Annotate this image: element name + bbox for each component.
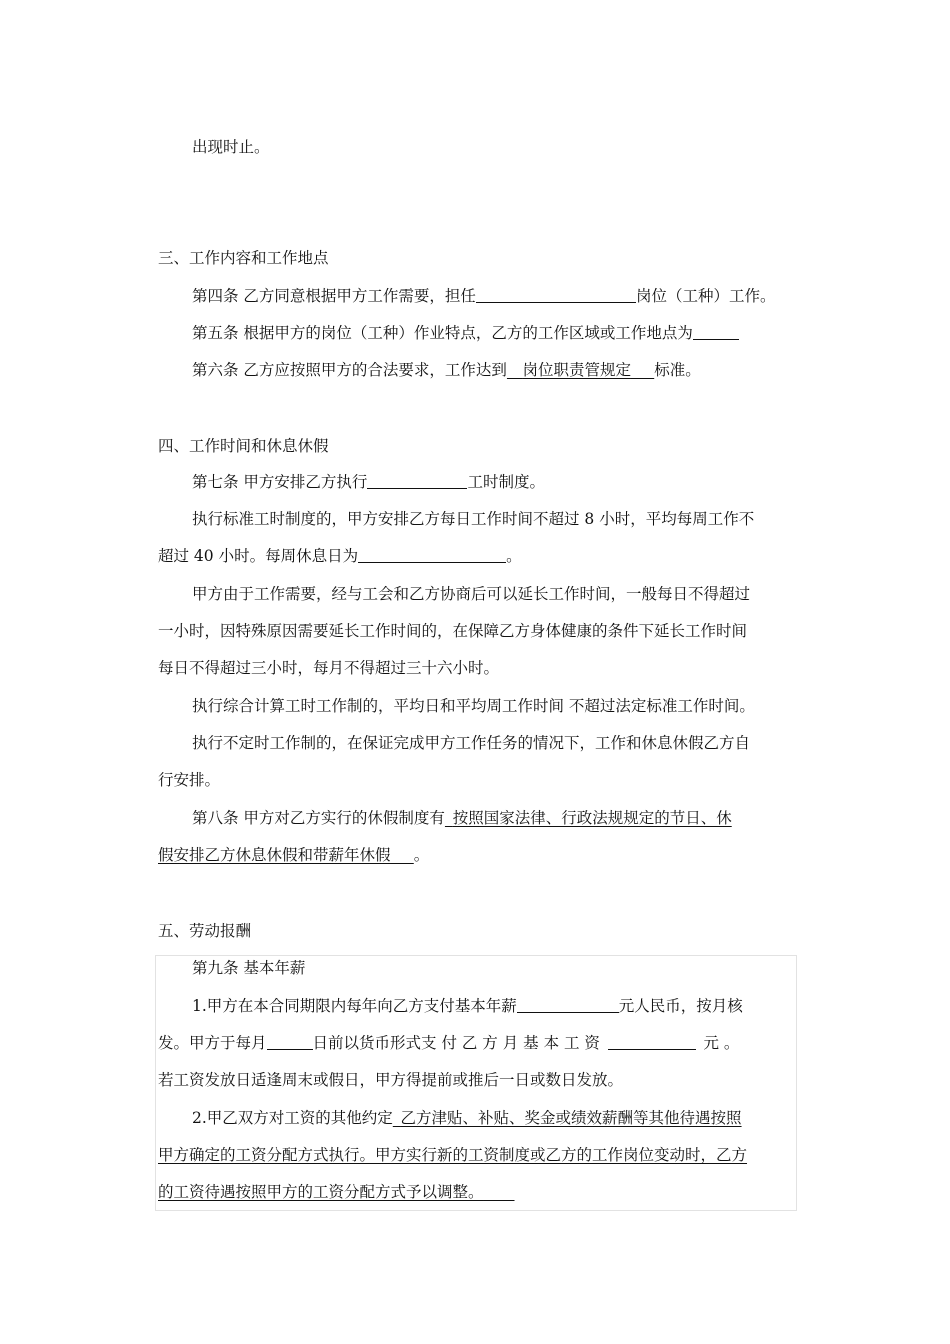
article-4 — [192, 285, 775, 307]
item-1-line: 若工资发放日适逢周末或假日，甲方得提前或推后一日或数日发放。 — [158, 1071, 624, 1089]
article-7 — [192, 471, 545, 493]
paragraph-line: 执行标准工时制度的，甲方安排乙方每日工作时间不超过 8 小时，平均每周工作不 — [192, 510, 755, 528]
paragraph-line: 甲方由于工作需要，经与工会和乙方协商后可以延长工作时间，一般每日不得超过 — [192, 585, 751, 603]
article-8-fill: 按照国家法律、行政法规规定的节日、休 — [452, 809, 732, 827]
work-location-blank[interactable] — [693, 323, 739, 340]
paragraph-line: 一小时，因特殊原因需要延长工作时间的，在保障乙方身体健康的条件下延长工作时间 — [158, 622, 748, 640]
paragraph-line: 每日不得超过三小时，每月不得超过三十六小时。 — [158, 659, 500, 677]
article-8-text: 第八条 甲方对乙方实行的休假制度有 — [192, 809, 445, 827]
article-6-text: 第六条 乙方应按照甲方的合法要求，工作达到 — [192, 361, 507, 379]
article-7-text-end: 工时制度。 — [467, 473, 545, 491]
article-6 — [192, 359, 701, 381]
text-line: 出现时止。 — [192, 138, 270, 156]
article-8-cont: 假安排乙方休息休假和带薪年休假 。 — [158, 846, 430, 864]
item-1-line: 1.甲方在本合同期限内每年向乙方支付基本年薪 元人民币，按月核 — [192, 997, 743, 1015]
monthly-salary-blank[interactable] — [608, 1033, 696, 1050]
annual-salary-blank[interactable] — [517, 996, 619, 1013]
section-heading-5: 五、劳动报酬 — [158, 922, 252, 940]
paragraph-line: 执行综合计算工时工作制的，平均日和平均周工作时间 不超过法定标准工作时间。 — [192, 697, 755, 715]
article-9: 第九条 基本年薪 — [192, 959, 306, 977]
item-2-fill: 乙方津贴、补贴、奖金或绩效薪酬等其他待遇按照 — [400, 1109, 742, 1127]
pay-day-blank[interactable] — [267, 1033, 313, 1050]
article-4-text-end: 岗位（工种）工作。 — [635, 287, 776, 305]
item-2-line: 2.甲乙双方对工资的其他约定 乙方津贴、补贴、奖金或绩效薪酬等其他待遇按照 — [192, 1109, 742, 1127]
article-6-text-end: 标准。 — [654, 361, 701, 379]
article-5-text: 第五条 根据甲方的岗位（工种）作业特点，乙方的工作区域或工作地点为 — [192, 324, 693, 342]
item-1-line: 发。甲方于每月 日前以货币形式支 付 乙 方 月 基 本 工 资 元 。 — [158, 1034, 740, 1052]
item-2-line: 甲方确定的工资分配方式执行。甲方实行新的工资制度或乙方的工作岗位变动时，乙方 — [158, 1146, 748, 1164]
position-blank[interactable] — [476, 286, 636, 303]
rest-day-blank[interactable] — [358, 546, 506, 563]
article-8 — [192, 807, 732, 829]
item-2-line: 的工资待遇按照甲方的工资分配方式予以调整。 — [158, 1183, 484, 1201]
section-heading-4: 四、工作时间和休息休假 — [158, 437, 329, 455]
work-hours-blank[interactable] — [367, 472, 467, 489]
section-heading-3: 三、工作内容和工作地点 — [158, 249, 329, 267]
article-7-text: 第七条 甲方安排乙方执行 — [192, 473, 368, 491]
paragraph-line: 执行不定时工作制的，在保证完成甲方工作任务的情况下，工作和休息休假乙方自 — [192, 734, 751, 752]
paragraph-line: 超过 40 小时。每周休息日为 。 — [158, 547, 522, 565]
article-4-text: 第四条 乙方同意根据甲方工作需要，担任 — [192, 287, 476, 305]
article-5 — [192, 322, 739, 344]
paragraph-line: 行安排。 — [158, 771, 221, 789]
article-8-fill-2: 假安排乙方休息休假和带薪年休假 — [158, 846, 391, 864]
article-6-fill: 岗位职责管规定 — [522, 361, 631, 379]
